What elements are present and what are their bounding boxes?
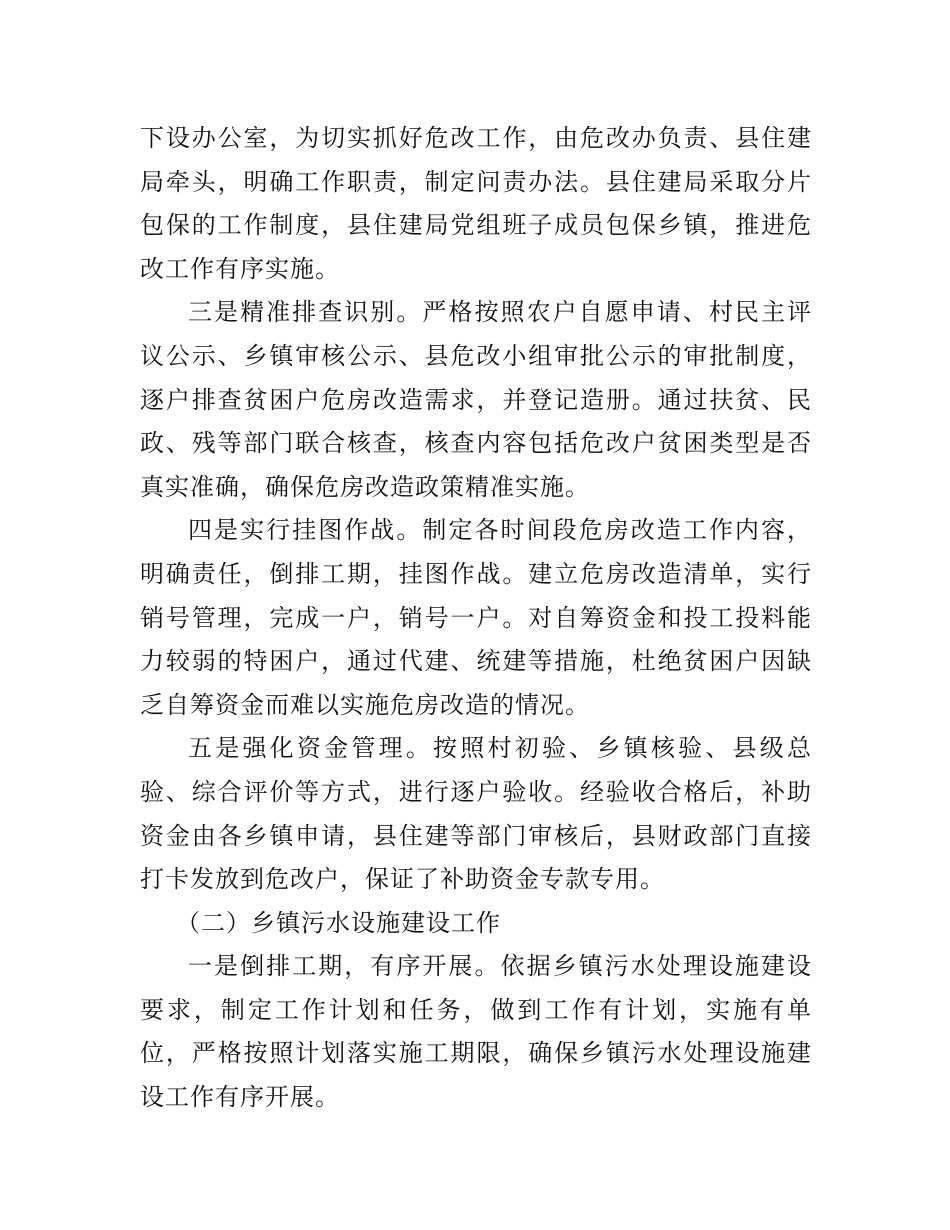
paragraph-map-operations: 四是实行挂图作战。制定各时间段危房改造工作内容，明确责任，倒排工期，挂图作战。建立危房改造清单，实行销号管理，完成一户，销号一户。对自筹资金和投工投料能力较弱的特困户，通过代建、统建等措施，杜绝贫困户因缺乏自筹资金而难以实施危房改造的情况。 — [140, 516, 812, 719]
paragraph-precise-identification: 三是精准排查识别。严格按照农户自愿申请、村民主评议公示、乡镇审核公示、县危改小组审批公示的审批制度，逐户排查贫困户危房改造需求，并登记造册。通过扶贫、民政、残等部门联合核查，核查内容包括危改户贫困类型是否真实准确，确保危房改造政策精准实施。 — [140, 298, 812, 501]
paragraph-fund-management: 五是强化资金管理。按照村初验、乡镇核验、县级总验、综合评价等方式，进行逐户验收。经验收合格后，补助资金由各乡镇申请，县住建等部门审核后，县财政部门直接打卡发放到危改户，保证了补助资金专款专用。 — [140, 734, 812, 894]
document-body — [140, 117, 812, 1120]
paragraph-schedule: 一是倒排工期，有序开展。依据乡镇污水处理设施建设要求，制定工作计划和任务，做到工作有计划，实施有单位，严格按照计划落实施工期限，确保乡镇污水处理设施建设工作有序开展。 — [140, 952, 812, 1112]
section-heading-sewage: （二）乡镇污水设施建设工作 — [176, 908, 501, 937]
paragraph-intro-continuation: 下设办公室，为切实抓好危改工作，由危改办负责、县住建局牵头，明确工作职责，制定问责办法。县住建局采取分片包保的工作制度，县住建局党组班子成员包保乡镇，推进危改工作有序实施。 — [140, 124, 812, 283]
